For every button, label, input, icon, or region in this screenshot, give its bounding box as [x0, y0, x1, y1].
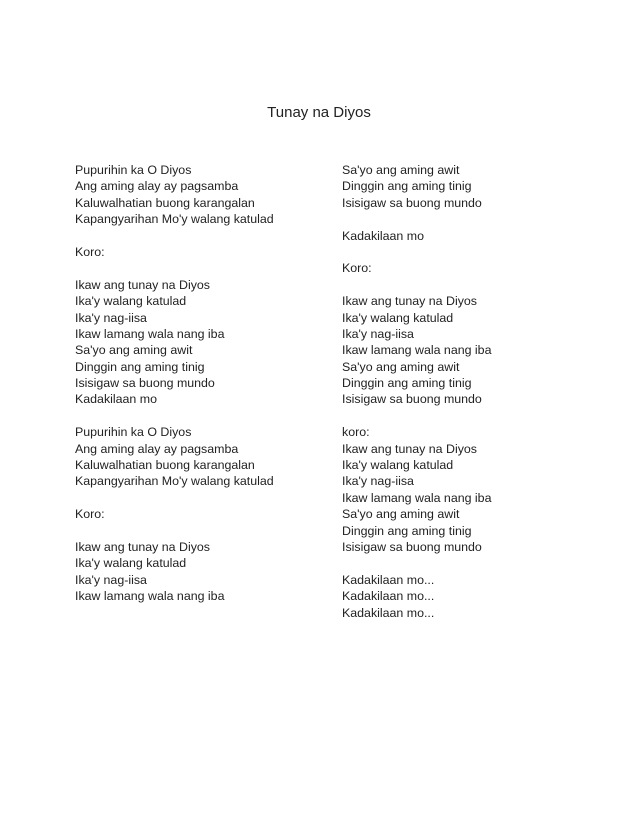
- lyric-line: Kadakilaan mo...: [342, 589, 435, 604]
- stanza-gap: [75, 260, 274, 276]
- lyrics-left-column: [75, 162, 274, 605]
- lyric-line: Sa'yo ang aming awit: [342, 163, 460, 177]
- lyric-line: Kapangyarihan Mo'y walang katulad: [75, 212, 274, 227]
- lyric-line: Ika'y walang katulad: [75, 556, 187, 571]
- lyrics-right-column: [342, 162, 491, 621]
- lyric-line: Ang aming alay ay pagsamba: [75, 441, 239, 456]
- lyric-line: Sa'yo ang aming awit: [342, 359, 460, 374]
- lyric-line: Sa'yo ang aming awit: [342, 507, 460, 522]
- lyric-line: koro:: [342, 425, 370, 440]
- lyric-line: Ikaw ang tunay na Diyos: [342, 294, 477, 309]
- lyric-line: Kadakilaan mo: [75, 392, 157, 407]
- lyric-line: Ikaw ang tunay na Diyos: [75, 539, 210, 554]
- lyric-line: Ikaw lamang wala nang iba: [342, 490, 492, 505]
- lyric-line: Isisigaw sa buong mundo: [342, 195, 482, 210]
- lyric-line: Ika'y nag-iisa: [75, 572, 147, 587]
- lyric-line: Koro:: [75, 507, 105, 522]
- stanza-gap: [342, 244, 491, 260]
- lyric-line: Dinggin ang aming tinig: [342, 523, 472, 538]
- lyric-line: Koro:: [75, 244, 105, 259]
- stanza-gap: [75, 490, 274, 506]
- lyric-line: Ika'y walang katulad: [75, 294, 187, 309]
- lyric-line: Isisigaw sa buong mundo: [342, 539, 482, 554]
- lyric-line: Ika'y walang katulad: [342, 458, 454, 473]
- lyric-line: Dinggin ang aming tinig: [75, 359, 205, 374]
- lyric-line: Isisigaw sa buong mundo: [342, 392, 482, 407]
- lyric-line: Sa'yo ang aming awit: [75, 343, 193, 358]
- lyric-line: Ikaw lamang wala nang iba: [75, 326, 225, 341]
- stanza-gap: [75, 523, 274, 539]
- lyric-line: Ikaw ang tunay na Diyos: [342, 441, 477, 456]
- stanza-gap: [75, 408, 274, 424]
- stanza-gap: [342, 555, 491, 571]
- lyric-line: Ikaw lamang wala nang iba: [342, 343, 492, 358]
- stanza-gap: [342, 408, 491, 424]
- lyric-line: Ang aming alay ay pagsamba: [75, 179, 239, 194]
- lyric-line: Ika'y nag-iisa: [75, 310, 147, 325]
- lyric-line: Pupurihin ka O Diyos: [75, 425, 192, 440]
- lyric-line: Pupurihin ka O Diyos: [75, 163, 192, 177]
- lyric-line: Ikaw lamang wala nang iba: [75, 589, 225, 604]
- lyric-line: Kadakilaan mo: [342, 228, 424, 243]
- lyric-line: Dinggin ang aming tinig: [342, 179, 472, 194]
- lyric-line: Kapangyarihan Mo'y walang katulad: [75, 474, 274, 489]
- lyric-line: Kaluwalhatian buong karangalan: [75, 195, 255, 210]
- lyric-line: Kadakilaan mo...: [342, 605, 435, 620]
- lyric-line: Koro:: [342, 261, 372, 276]
- stanza-gap: [342, 277, 491, 293]
- lyric-line: Kaluwalhatian buong karangalan: [75, 458, 255, 473]
- lyric-line: Ika'y nag-iisa: [342, 326, 414, 341]
- lyric-line: Ika'y walang katulad: [342, 310, 454, 325]
- lyric-line: Dinggin ang aming tinig: [342, 376, 472, 391]
- lyric-line: Isisigaw sa buong mundo: [75, 376, 215, 391]
- lyric-line: Ikaw ang tunay na Diyos: [75, 277, 210, 292]
- lyric-line: Kadakilaan mo...: [342, 572, 435, 587]
- lyric-line: Ika'y nag-iisa: [342, 474, 414, 489]
- stanza-gap: [342, 211, 491, 227]
- stanza-gap: [75, 228, 274, 244]
- song-title: Tunay na Diyos: [267, 104, 371, 121]
